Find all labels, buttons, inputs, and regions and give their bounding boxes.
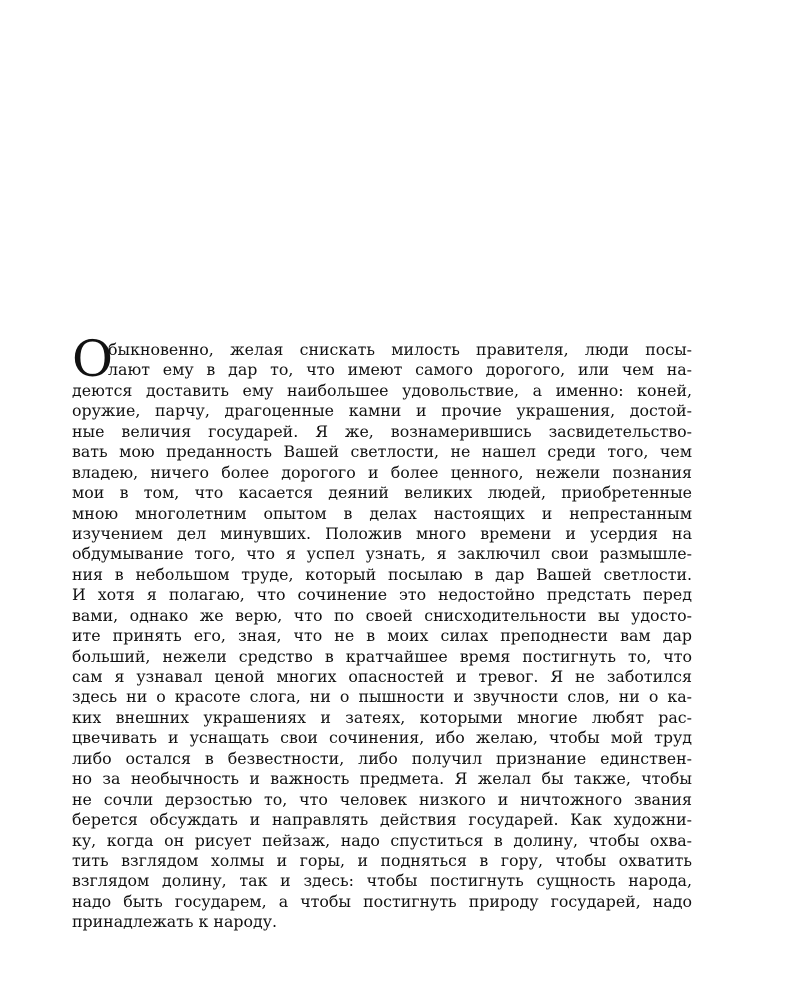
text-line: но за необычность и важность предмета. Я желал бы также, чтобы xyxy=(72,769,692,789)
text-line: лают ему в дар то, что имеют самого дорогого, или чем на- xyxy=(108,360,692,380)
text-line: владею, ничего более дорогого и более ценного, нежели познания xyxy=(72,462,692,482)
text-line: изучением дел минувших. Положив много времени и усердия на xyxy=(72,523,692,543)
text-line: тить взглядом холмы и горы, и подняться в гору, чтобы охватить xyxy=(72,850,692,870)
text-line: И хотя я полагаю, что сочинение это недостойно предстать перед xyxy=(72,585,692,605)
text-line: больший, нежели средство в кратчайшее время постигнуть то, что xyxy=(72,646,692,666)
text-line: ния в небольшом труде, который посылаю в дар Вашей светлости. xyxy=(72,564,692,584)
text-line: не сочли дерзостью то, что человек низкого и ничтожного звания xyxy=(72,789,692,809)
text-line: деются доставить ему наибольшее удовольствие, а именно: коней, xyxy=(72,380,692,400)
text-line: ные величия государей. Я же, вознамерившись засвидетельство- xyxy=(72,421,692,441)
text-line: здесь ни о красоте слога, ни о пышности и звучности слов, ни о ка- xyxy=(72,687,692,707)
text-line: либо остался в безвестности, либо получил признание единствен- xyxy=(72,748,692,768)
text-line: цвечивать и уснащать свои сочинения, ибо желаю, чтобы мой труд xyxy=(72,728,692,748)
text-line: взглядом долину, так и здесь: чтобы постигнуть сущность народа, xyxy=(72,871,692,891)
text-line: мною многолетним опытом в делах настоящих и непрестанным xyxy=(72,503,692,523)
text-line: ких внешних украшениях и затеях, которыми многие любят рас- xyxy=(72,707,692,727)
text-line: сам я узнавал ценой многих опасностей и тревог. Я не заботился xyxy=(72,667,692,686)
text-line: обдумывание того, что я успел узнать, я заключил свои размышле- xyxy=(72,544,692,564)
text-line: оружие, парчу, драгоценные камни и прочие украшения, достой- xyxy=(72,401,692,421)
text-line: вами, однако же верю, что по своей снисходительности вы удосто- xyxy=(72,605,692,625)
text-line: вать мою преданность Вашей светлости, не нашел среди того, чем xyxy=(72,442,692,462)
dedication-text xyxy=(72,330,692,933)
text-line: принадлежать к народу. xyxy=(72,912,278,932)
text-line: ку, когда он рисует пейзаж, надо спуститься в долину, чтобы охва- xyxy=(72,830,692,850)
text-line: быкновенно, желая снискать милость правителя, люди посы- xyxy=(108,340,692,359)
text-line: ите принять его, зная, что не в моих силах преподнести вам дар xyxy=(72,626,692,646)
text-line: надо быть государем, а чтобы постигнуть природу государей, надо xyxy=(72,891,692,911)
text-line: берется обсуждать и направлять действия государей. Как художни- xyxy=(72,810,692,830)
drop-cap-letter: О xyxy=(72,330,113,388)
text-line: мои в том, что касается деяний великих людей, приобретенные xyxy=(72,483,692,503)
